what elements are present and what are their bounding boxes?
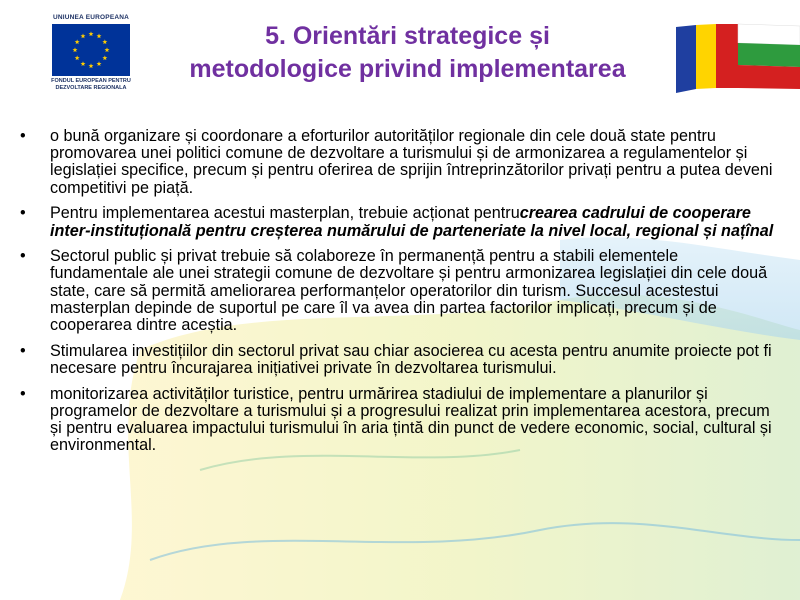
- bullet-item-3: [20, 248, 780, 334]
- bullet-marker: •: [20, 384, 26, 403]
- bullet-item-2: [20, 205, 780, 239]
- country-flags-icon: [676, 23, 800, 95]
- bullet-item-1: [20, 128, 780, 197]
- bullet-marker: •: [20, 247, 26, 266]
- bullet-text: Stimularea investițiilor din sectorul privat sau chiar asocierea cu acesta pentru anumite proiecte pot fi necesare pentru încurajarea inițiativei private în dezvoltarea turismului.: [50, 341, 772, 377]
- bullet-item-4: [20, 343, 780, 377]
- bullet-marker: •: [20, 204, 26, 223]
- eu-flag-icon: [52, 24, 130, 76]
- slide-title-line1: 5. Orientări strategice și: [265, 22, 550, 50]
- bullet-marker: •: [20, 127, 26, 145]
- eu-logo-bottom-label: [48, 78, 134, 92]
- bullet-text: Pentru implementarea acestui masterplan, trebuie acționat pentru: [50, 204, 520, 223]
- eu-logo: [48, 14, 134, 96]
- bullet-marker: •: [20, 341, 26, 360]
- bullet-text: o bună organizare și coordonare a eforturilor autorităților regionale din cele două state pentru promovarea unei politici comune de dezvoltare a turismului și de armonizarea a regulamentelor și legislației specifice, precum și pentru oferirea de sprijin întreprinzătorilor privați pentru a putea deveni competitivi pe piață.: [50, 127, 773, 197]
- slide-title-line2: metodologice privind implementarea: [189, 55, 626, 83]
- bullet-text: Sectorul public și privat trebuie să colaboreze în permanență pentru a stabili elementele fundamentale ale unei strategii comune de dezvoltare și pentru armonizarea legislației din cele două state, care să permită ameliorarea performanțelor operatorilor din turism. Succesul acestestui masterplan depinde de suportul pe care îl va avea din partea factorilor implicați, precum și de cooperarea dintre aceștia.: [50, 247, 768, 335]
- bullet-list: [20, 128, 780, 463]
- eu-logo-top-label: UNIUNEA EUROPEANA: [52, 14, 130, 21]
- bullet-item-5: [20, 386, 780, 455]
- eu-logo-bottom-line2: DEZVOLTARE REGIONALA: [55, 85, 127, 91]
- eu-logo-bottom-line1: FONDUL EUROPEAN PENTRU: [51, 78, 131, 84]
- bullet-emphasis-text: crearea cadrului de cooperare inter-instituțională pentru creșterea numărului de parteneriate la nivel local, regional și națînal: [50, 204, 774, 240]
- slide-title: [130, 20, 685, 86]
- bullet-text: monitorizarea activităților turistice, pentru urmărirea stadiului de implementare a planurilor și programelor de dezvoltare a turismului și a progresului realizat prin implementarea acestora, precum și pentru evaluarea impactului turismului în aria țintă din punct de vedere economic, social, cultural și environmental.: [50, 384, 772, 455]
